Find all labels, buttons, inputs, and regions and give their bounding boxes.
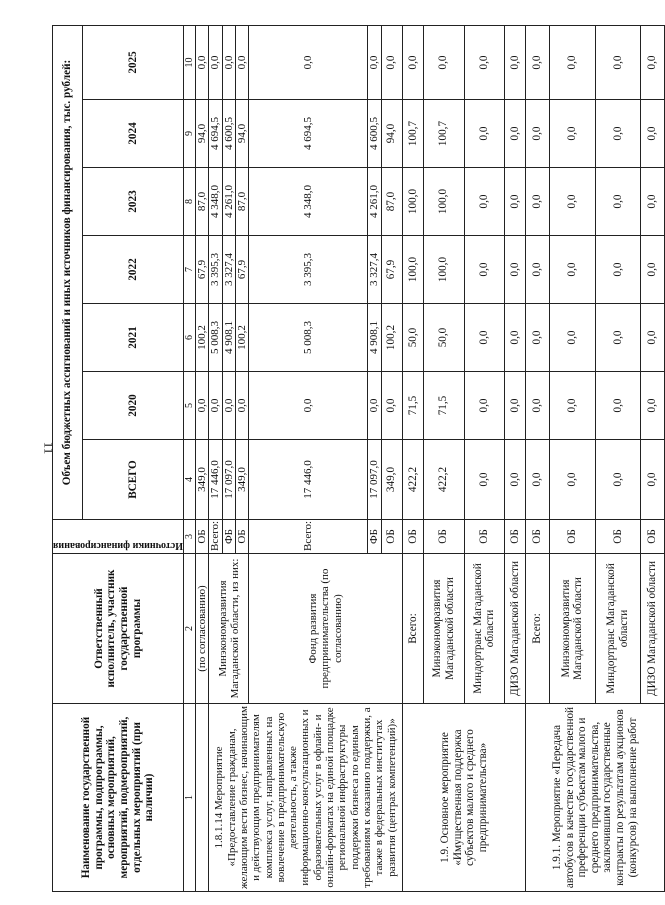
source-cell: ОБ — [196, 520, 209, 554]
value-cell: 0,0 — [550, 304, 596, 372]
value-cell: 0,0 — [595, 168, 641, 236]
value-cell: 87,0 — [236, 168, 249, 236]
source-cell: ОБ — [402, 520, 423, 554]
value-cell: 4 348,0 — [249, 168, 368, 236]
value-cell: 3 327,4 — [368, 236, 381, 304]
value-cell: 0,0 — [196, 372, 209, 440]
value-cell: 17 097,0 — [368, 440, 381, 520]
value-cell: 100,0 — [423, 168, 464, 236]
executor-cell: Минэкономразвития Магаданской области, из них: — [209, 554, 249, 704]
value-cell: 94,0 — [381, 100, 402, 168]
value-cell: 0,0 — [641, 168, 665, 236]
value-cell: 0,0 — [464, 25, 505, 99]
value-cell: 0,0 — [368, 25, 381, 99]
measure-name-cell: 1.9. Основное мероприятие «Имущественная поддержка субъектов малого и среднего предпринимательства» — [402, 704, 526, 892]
value-cell: 94,0 — [196, 100, 209, 168]
executor-cell: Минэкономразвития Магаданской области — [423, 554, 464, 704]
value-cell: 0,0 — [595, 304, 641, 372]
value-cell: 0,0 — [464, 304, 505, 372]
source-cell: ОБ — [505, 520, 526, 554]
column-number: 7 — [183, 236, 195, 304]
value-cell: 0,0 — [641, 440, 665, 520]
value-cell: 4 600,5 — [368, 100, 381, 168]
value-cell: 5 008,3 — [209, 304, 222, 372]
executor-cell: Всего: — [526, 554, 550, 704]
value-cell: 3 395,3 — [209, 236, 222, 304]
value-cell: 349,0 — [236, 440, 249, 520]
year-header: ВСЕГО — [83, 440, 184, 520]
value-cell: 0,0 — [526, 304, 550, 372]
value-cell: 50,0 — [423, 304, 464, 372]
value-cell: 67,9 — [381, 236, 402, 304]
value-cell: 50,0 — [402, 304, 423, 372]
value-cell: 0,0 — [641, 372, 665, 440]
value-cell: 0,0 — [595, 25, 641, 99]
value-cell: 100,0 — [402, 236, 423, 304]
value-cell: 0,0 — [209, 372, 222, 440]
value-cell: 0,0 — [423, 25, 464, 99]
header-executor: Ответственный исполнитель, участник государственной программы — [53, 554, 184, 704]
value-cell: 87,0 — [196, 168, 209, 236]
column-number: 4 — [183, 440, 195, 520]
column-number: 5 — [183, 372, 195, 440]
source-cell: ОБ — [464, 520, 505, 554]
value-cell: 0,0 — [464, 236, 505, 304]
value-cell: 0,0 — [641, 100, 665, 168]
value-cell: 100,0 — [402, 168, 423, 236]
value-cell: 0,0 — [464, 440, 505, 520]
financing-table — [52, 25, 665, 892]
year-header: 2020 — [83, 372, 184, 440]
value-cell: 0,0 — [249, 372, 368, 440]
value-cell: 100,7 — [423, 100, 464, 168]
table-row — [402, 25, 423, 891]
column-number: 9 — [183, 100, 195, 168]
value-cell: 4 908,1 — [222, 304, 235, 372]
source-cell: Всего: — [249, 520, 368, 554]
column-number: 2 — [183, 554, 195, 704]
source-cell: ОБ — [595, 520, 641, 554]
executor-cell: Минэкономразвития Магаданской области — [550, 554, 596, 704]
value-cell: 3 327,4 — [222, 236, 235, 304]
year-header: 2024 — [83, 100, 184, 168]
value-cell: 0,0 — [641, 304, 665, 372]
value-cell: 422,2 — [423, 440, 464, 520]
value-cell: 0,0 — [505, 100, 526, 168]
year-header: 2025 — [83, 25, 184, 99]
value-cell: 4 908,1 — [368, 304, 381, 372]
value-cell: 0,0 — [550, 168, 596, 236]
value-cell: 0,0 — [209, 25, 222, 99]
value-cell: 0,0 — [526, 372, 550, 440]
value-cell: 0,0 — [550, 236, 596, 304]
executor-cell: ДИЗО Магаданской области — [505, 554, 526, 704]
value-cell: 0,0 — [222, 372, 235, 440]
value-cell: 0,0 — [550, 25, 596, 99]
source-cell: ОБ — [423, 520, 464, 554]
value-cell: 0,0 — [641, 25, 665, 99]
value-cell: 4 261,0 — [368, 168, 381, 236]
table-row — [526, 25, 550, 891]
source-cell: ОБ — [641, 520, 665, 554]
year-header: 2021 — [83, 304, 184, 372]
value-cell: 0,0 — [505, 168, 526, 236]
source-cell: ФБ — [222, 520, 235, 554]
value-cell: 0,0 — [236, 372, 249, 440]
value-cell: 0,0 — [381, 372, 402, 440]
value-cell: 0,0 — [550, 372, 596, 440]
rotated-sheet — [52, 26, 659, 892]
value-cell: 4 261,0 — [222, 168, 235, 236]
header-name: Наименование государственной программы, подпрограммы, основных мероприятий, мероприятий, подмероприятий, отдельных мероприятий (при наличии) — [53, 704, 184, 892]
value-cell: 0,0 — [595, 440, 641, 520]
value-cell: 17 446,0 — [209, 440, 222, 520]
source-cell: ОБ — [236, 520, 249, 554]
value-cell: 0,0 — [196, 25, 209, 99]
value-cell: 0,0 — [464, 372, 505, 440]
value-cell: 0,0 — [249, 25, 368, 99]
value-cell: 0,0 — [505, 372, 526, 440]
value-cell: 0,0 — [505, 304, 526, 372]
value-cell: 0,0 — [526, 440, 550, 520]
value-cell: 0,0 — [464, 100, 505, 168]
value-cell: 71,5 — [402, 372, 423, 440]
value-cell: 0,0 — [505, 440, 526, 520]
table-row — [209, 25, 222, 891]
value-cell: 4 348,0 — [209, 168, 222, 236]
value-cell: 0,0 — [595, 372, 641, 440]
source-cell: ОБ — [381, 520, 402, 554]
measure-name-cell: 1.8.1.14 Мероприятие «Предоставление гражданам, желающим вести бизнес, начинающим и действующим предпринимателям комплекса услуг, направленных на вовлечение в предпринимательскую деятельность, а также информационно-консультационных и образовательных услуг в офлайн- и онлайн-форматах на единой площадке региональной инфраструктуры поддержки бизнеса по единым требованиям к оказанию поддержки, а также в федеральных институтах развития (центрах компетенций)» — [209, 704, 402, 892]
value-cell: 0,0 — [236, 25, 249, 99]
value-cell: 4 694,5 — [249, 100, 368, 168]
table-row — [196, 25, 209, 891]
header-source: Источники финансирования — [53, 520, 184, 554]
value-cell: 0,0 — [550, 440, 596, 520]
column-number: 10 — [183, 25, 195, 99]
executor-cell: Миндортранс Магаданской области — [464, 554, 505, 704]
value-cell: 0,0 — [526, 100, 550, 168]
value-cell: 349,0 — [196, 440, 209, 520]
header-funding: Объем бюджетных ассигнований и иных источников финансирования, тыс. рублей: — [53, 25, 83, 519]
source-cell: ОБ — [526, 520, 550, 554]
value-cell: 100,2 — [236, 304, 249, 372]
value-cell: 0,0 — [550, 100, 596, 168]
source-cell: ОБ — [550, 520, 596, 554]
value-cell: 0,0 — [595, 236, 641, 304]
column-number: 6 — [183, 304, 195, 372]
financing-table-wrapper — [52, 26, 659, 892]
year-header: 2023 — [83, 168, 184, 236]
value-cell: 422,2 — [402, 440, 423, 520]
executor-cell: ДИЗО Магаданской области — [641, 554, 665, 704]
value-cell: 0,0 — [505, 25, 526, 99]
value-cell: 94,0 — [236, 100, 249, 168]
value-cell: 0,0 — [402, 25, 423, 99]
value-cell: 0,0 — [526, 168, 550, 236]
value-cell: 0,0 — [641, 236, 665, 304]
measure-name-cell: 1.9.1. Мероприятие «Передача автобусов в качестве государственной преференции субъектам малого и среднего предпринимательства, заключившим государственные контракты по результатам аукционов (конкурсов) на выполнение работ — [526, 704, 665, 892]
value-cell: 67,9 — [236, 236, 249, 304]
column-number: 8 — [183, 168, 195, 236]
executor-cell: Фонд развития предпринимательства (по согласованию) — [249, 554, 402, 704]
executor-cell: (по согласованию) — [196, 554, 209, 704]
column-number: 1 — [183, 704, 195, 892]
value-cell: 5 008,3 — [249, 304, 368, 372]
value-cell: 0,0 — [526, 25, 550, 99]
value-cell: 100,0 — [423, 236, 464, 304]
value-cell: 67,9 — [196, 236, 209, 304]
value-cell: 17 446,0 — [249, 440, 368, 520]
name-cell — [196, 704, 209, 892]
column-number: 3 — [183, 520, 195, 554]
value-cell: 0,0 — [381, 25, 402, 99]
value-cell: 4 600,5 — [222, 100, 235, 168]
value-cell: 0,0 — [595, 100, 641, 168]
value-cell: 17 097,0 — [222, 440, 235, 520]
executor-cell: Миндортранс Магаданской области — [595, 554, 641, 704]
value-cell: 0,0 — [526, 236, 550, 304]
value-cell: 349,0 — [381, 440, 402, 520]
value-cell: 71,5 — [423, 372, 464, 440]
value-cell: 100,2 — [381, 304, 402, 372]
value-cell: 0,0 — [505, 236, 526, 304]
value-cell: 4 694,5 — [209, 100, 222, 168]
value-cell: 100,2 — [196, 304, 209, 372]
value-cell: 0,0 — [464, 168, 505, 236]
value-cell: 87,0 — [381, 168, 402, 236]
executor-cell: Всего: — [402, 554, 423, 704]
value-cell: 0,0 — [368, 372, 381, 440]
value-cell: 100,7 — [402, 100, 423, 168]
year-header: 2022 — [83, 236, 184, 304]
source-cell: Всего: — [209, 520, 222, 554]
page-number: 11 — [41, 441, 57, 455]
value-cell: 3 395,3 — [249, 236, 368, 304]
source-cell: ФБ — [368, 520, 381, 554]
value-cell: 0,0 — [222, 25, 235, 99]
